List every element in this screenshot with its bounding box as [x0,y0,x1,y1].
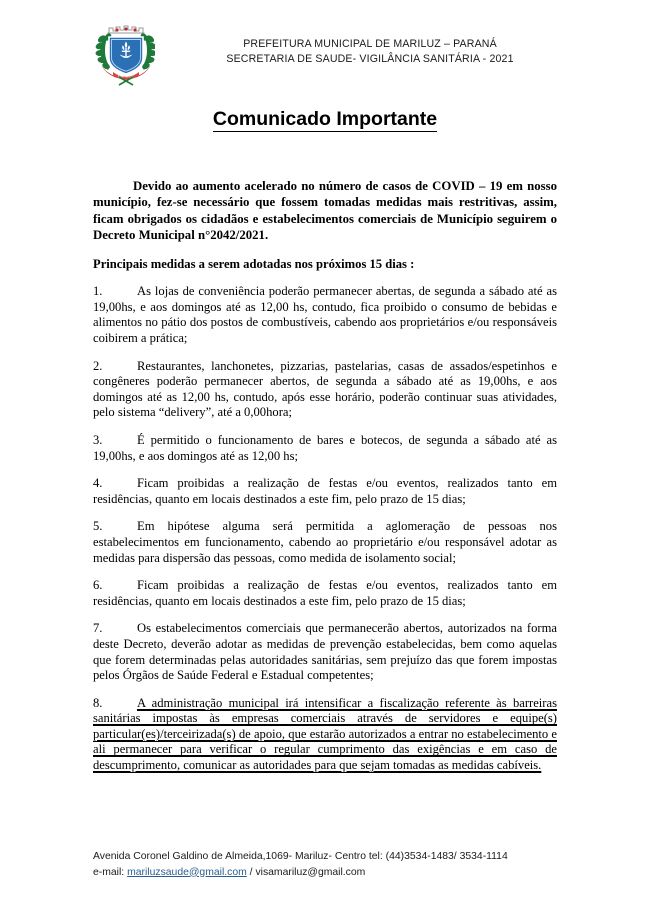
lead-paragraph: Devido ao aumento acelerado no número de casos de COVID – 19 em nosso município, fez-se necessário que fossem tomadas medidas mais restritivas, assim, ficam obrigados os cidadãos e estabelecimentos comerciais de Município seguirem o Decreto Municipal n°2042/2021. [93,179,557,243]
measure-item-3-number: 3. [93,432,103,447]
svg-text:MARILUZ: MARILUZ [117,74,135,79]
measure-item-7-number: 7. [93,621,103,636]
header-line-1: PREFEITURA MUNICIPAL DE MARILUZ – PARANÁ [243,38,497,50]
footer-email-separator: / [246,866,256,878]
measure-item-4-text: Ficam proibidas a realização de festas e/ou eventos, realizados tanto em residências, quanto em locais destinados a este fim, pelo prazo de 15 dias; [93,476,557,506]
measure-item-7 [93,621,557,683]
measures-subheading: Principais medidas a serem adotadas nos próximos 15 dias : [93,256,415,271]
footer-address: Avenida Coronel Galdino de Almeida,1069- Mariluz- Centro tel: (44)3534-1483/ 3534-1114 [93,851,508,862]
measure-item-6-text: Ficam proibidas a realização de festas e/ou eventos, realizados tanto em residências, quanto em locais destinados a este fim, pelo prazo de 15 dias; [93,578,557,608]
coat-of-arms-crest [93,20,155,86]
measure-item-2 [93,359,557,421]
measure-item-3-text: É permitido o funcionamento de bares e botecos, de segunda a sábado até as 19,00hs, e aos domingos até as 12,00 hs; [93,432,557,463]
measure-item-5 [93,519,557,566]
measure-item-7-text: Os estabelecimentos comerciais que permanecerão abertos, autorizados na forma deste Decreto, deverão adotar as medidas de prevenção estabelecidas, bem como aquelas que forem determinadas pelas autoridades sanitárias, sem prejuízo das que forem impostas pelos Órgãos de Saúde Federal e Estadual competentes; [93,621,557,683]
measure-item-2-text: Restaurantes, lanchonetes, pizzarias, pastelarias, casas de assados/espetinhos e congêneres poderão permanecer abertos, de segunda a sábado até as 19,00hs, e aos domingos até as 12,00 hs, contudo, após esse horário, poderão continuar suas atividades, pelo sistema “delivery”, até a 0,00hora; [93,358,557,420]
measure-item-1 [93,284,557,346]
measure-item-4-number: 4. [93,476,103,491]
measure-item-8 [93,696,557,774]
measure-item-6 [93,578,557,609]
page-title [0,108,650,131]
measure-item-8-number: 8. [93,695,103,710]
document-footer [93,849,563,880]
measure-item-6-number: 6. [93,578,103,593]
document-header [0,18,650,88]
measure-item-1-text: As lojas de conveniência poderão permanecer abertas, de segunda a sábado até as 19,00hs, e aos domingos até as 12,00 hs, contudo, fica proibido o consumo de bebidas e alimentos no pátio dos postos de combustíveis, cabendo aos proprietários e/ou responsáveis coibirem a prática; [93,284,557,345]
measure-item-4 [93,476,557,507]
measure-item-5-number: 5. [93,519,103,534]
header-org-text [160,37,580,67]
document-body [93,178,557,786]
crest-shield [109,37,143,74]
crest-crown [108,26,144,37]
footer-email-line [93,865,563,881]
footer-email-link[interactable]: mariluzsaude@gmail.com [127,866,247,878]
header-line-2: SECRETARIA DE SAUDE- VIGILÂNCIA SANITÁRIA - 2021 [226,53,514,65]
footer-email-secondary: visamariluz@gmail.com [255,866,366,878]
measure-item-8-text: A administração municipal irá intensificar a fiscalização referente às barreiras sanitárias impostas às empresas comerciais através de servidores e equipe(s) particular(es)/terceirizada(s) de apoio, que estarão autorizados a entrar no estabelecimento e ali permanecer para verificar o regular cumprimento das exigências e em caso de descumprimento, comunicar as autoridades para que sejam tomadas as medidas cabíveis. [93,695,557,773]
footer-email-prefix: e-mail: [93,866,128,878]
page-title-text: Comunicado Importante [212,108,438,130]
measure-item-5-text: Em hipótese alguma será permitida a aglomeração de pessoas nos estabelecimentos em funcionamento, cabendo ao proprietário e/ou responsável adotar as medidas para dispersão das pessoas, como medida de isolamento social; [93,519,557,565]
measure-item-2-number: 2. [93,358,103,373]
measure-item-1-number: 1. [93,284,103,299]
measure-item-3 [93,433,557,464]
